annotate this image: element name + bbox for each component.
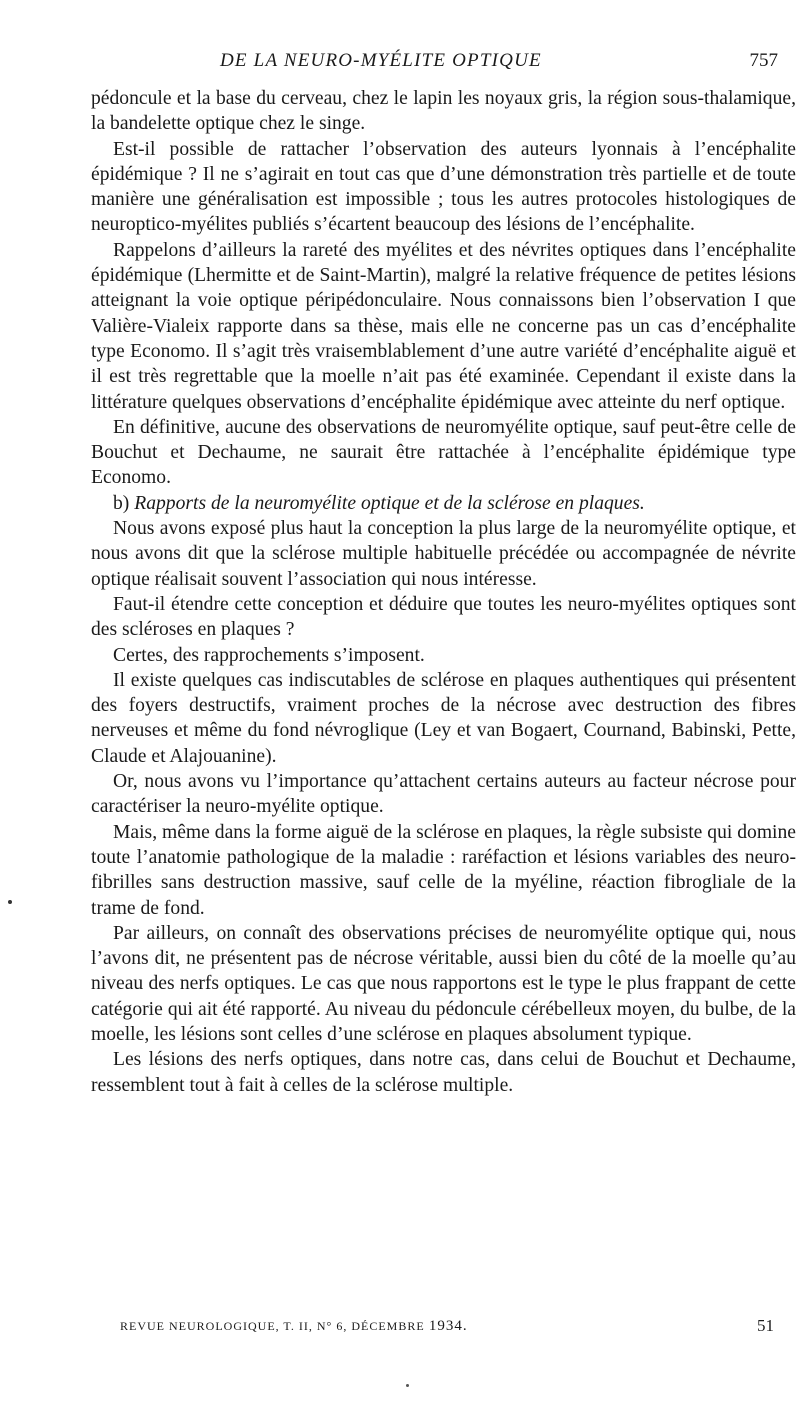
paragraph: Il existe quelques cas indiscutables de sclérose en plaques authentiques qui présentent des foyers destructifs, vraiment proches de la nécrose avec destruction des fibres nerveuses et même du fond névroglique (Ley et van Bogaert, Cournand, Babinski, Pette, Claude et Alajouanine).: [91, 669, 796, 767]
running-header: [90, 50, 790, 80]
paragraph: Les lésions des nerfs optiques, dans notre cas, dans celui de Bouchut et Dechaume, ressemblent tout à fait à celles de la sclérose multiple.: [91, 1049, 796, 1096]
paragraph: Mais, même dans la forme aiguë de la sclérose en plaques, la règle subsiste qui domine toute l’anatomie pathologique de la maladie : raréfaction et lésions variables des neuro-fibrilles sans destruction massive, sauf celle de la myéline, réaction fibrogliale de la trame de fond.: [91, 821, 796, 919]
journal-year: 1934.: [428, 1318, 468, 1334]
margin-mark: [8, 900, 12, 904]
signature-number: 51: [757, 1316, 774, 1335]
paragraph: Nous avons exposé plus haut la conception la plus large de la neuromyélite optique, et nous avons dit que la sclérose multiple habituelle précédée ou accompagnée de névrite optique réalisait souvent l’association qui nous intéresse.: [91, 518, 796, 590]
paragraph: Est-il possible de rattacher l’observation des auteurs lyonnais à l’encéphalite épidémique ? Il ne s’agirait en tout cas que d’une démonstration très partielle et de toute manière une généralisation est impossible ; tous les autres protocoles histologiques de neuroptico-myélites publiés s’écartent beaucoup des lésions de l’encéphalite.: [91, 138, 796, 236]
running-title: DE LA NEURO-MYÉLITE OPTIQUE: [220, 50, 542, 71]
paragraph: Certes, des rapprochements s’imposent.: [113, 644, 425, 666]
page-footer: [120, 1318, 800, 1342]
paragraph: En définitive, aucune des observations de neuromyélite optique, sauf peut-être celle de Bouchut et Dechaume, ne saurait être rattachée à l’encéphalite épidémique type Economo.: [91, 416, 796, 489]
journal-name: REVUE NEUROLOGIQUE, T. II, N° 6, DÉCEMBRE: [120, 1319, 425, 1333]
paragraph: Rappelons d’ailleurs la rareté des myélites et des névrites optiques dans l’encéphalite épidémique (Lhermitte et de Saint-Martin), malgré la relative fréquence de petites lésions atteignant la voie optique péripédonculaire. Nous connaissons bien l’observation I que Valière-Vialeix rapporte dans sa thèse, mais elle ne concerne pas un cas d’encéphalite type Economo. Il s’agit très vraisemblablement d’une autre variété d’encéphalite aiguë et il est très regrettable que la moelle n’ait pas été examinée. Cependant il existe dans la littérature quelques observations d’encéphalite épidémique avec atteinte du nerf optique.: [91, 239, 796, 413]
paragraph: Faut-il étendre cette conception et déduire que toutes les neuro-myélites optiques sont des scléroses en plaques ?: [91, 593, 796, 641]
paragraph: pédoncule et la base du cerveau, chez le lapin les noyaux gris, la région sous-thalamique, la bandelette optique chez le singe.: [91, 88, 796, 135]
journal-reference: [120, 1318, 468, 1335]
bottom-mark: [406, 1384, 409, 1387]
page-number: 757: [749, 50, 778, 71]
section-marker: b): [113, 492, 130, 514]
section-title: Rapports de la neuromyélite optique et de la sclérose en plaques.: [134, 492, 645, 514]
paragraph: Par ailleurs, on connaît des observations précises de neuromyélite optique qui, nous l’avons dit, ne présentent pas de nécrose véritable, aussi bien du côté de la moelle qu’au niveau des nerfs optiques. Le cas que nous rapportons est le type le plus frappant de cette catégorie qui ait été rapporté. Au niveau du pédoncule cérébelleux moyen, du bulbe, de la moelle, les lésions sont celles d’une sclérose en plaques absolument typique.: [91, 922, 796, 1045]
section-heading-b: [91, 491, 796, 516]
body-text: [91, 86, 796, 1098]
paragraph: Or, nous avons vu l’importance qu’attachent certains auteurs au facteur nécrose pour caractériser la neuro-myélite optique.: [91, 771, 796, 818]
